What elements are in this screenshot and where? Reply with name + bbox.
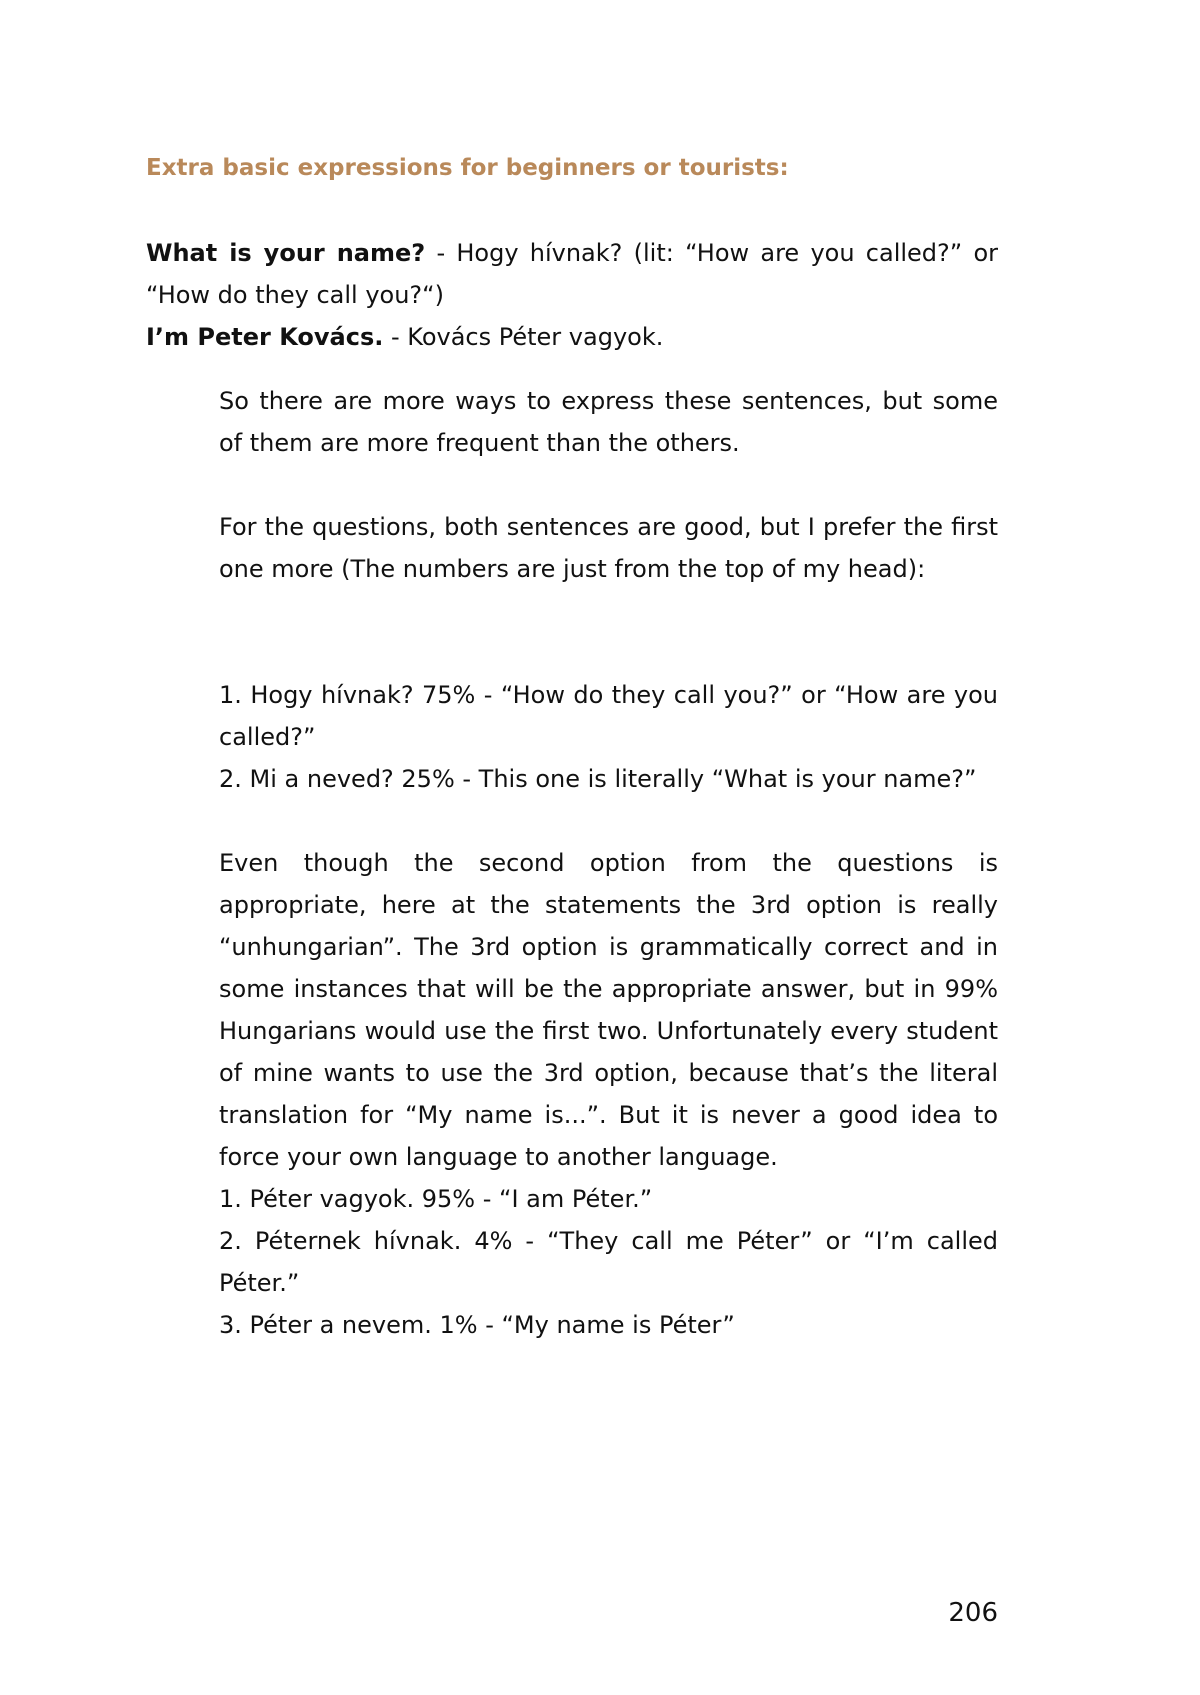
list-item: 1. Péter vagyok. 95% - “I am Péter.”: [219, 1185, 653, 1213]
question-line: [146, 232, 998, 316]
list-item: 2. Mi a neved? 25% - This one is literally “What is your name?”: [219, 765, 977, 793]
answer-hungarian: - Kovács Péter vagyok.: [383, 323, 664, 351]
answer-english: I’m Peter Kovács.: [146, 323, 384, 351]
paragraph-text: So there are more ways to express these sentences, but some of them are more frequent than the others.: [219, 387, 998, 457]
answer-line: [146, 316, 998, 358]
statement-options-list: [219, 1178, 998, 1346]
question-english: What is your name?: [146, 239, 426, 267]
question-options-list: [219, 674, 998, 800]
paragraph-text: Even though the second option from the questions is appropriate, here at the statements the 3rd option is really “unhungarian”. The 3rd option is grammatically correct and in some instances that will be the appropriate answer, but in 99% Hungarians would use the first two. Unfortunately every student of mine wants to use the 3rd option, because that’s the literal translation for “My name is...”. But it is never a good idea to force your own language to another language.: [219, 849, 998, 1171]
page-number: 206: [948, 1598, 998, 1628]
question-hungarian: - Hogy hívnak? (lit: “How are you called?” or “How do they call you?“): [146, 239, 998, 309]
paragraph-text: For the questions, both sentences are good, but I prefer the first one more (The numbers are just from the top of my head):: [219, 513, 998, 583]
paragraph-unhungarian: [219, 842, 998, 1178]
list-item: 2. Péternek hívnak. 4% - “They call me Péter” or “I’m called Péter.”: [219, 1227, 998, 1297]
paragraph-ways: [219, 380, 998, 464]
intro-block: [146, 232, 998, 358]
section-heading: Extra basic expressions for beginners or tourists:: [146, 155, 789, 181]
list-item: 1. Hogy hívnak? 75% - “How do they call you?” or “How are you called?”: [219, 681, 998, 751]
list-item: 3. Péter a nevem. 1% - “My name is Péter”: [219, 1311, 735, 1339]
paragraph-questions: [219, 506, 998, 590]
